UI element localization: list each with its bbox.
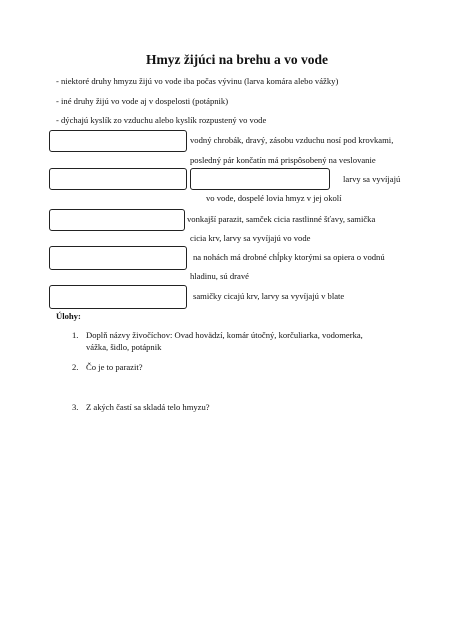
answer-box-6[interactable] xyxy=(49,285,187,309)
intro-line: - dýchajú kyslík zo vzduchu alebo kyslík rozpustený vo vode xyxy=(56,115,267,125)
answer-box-4[interactable] xyxy=(49,209,185,231)
task-number: 2. xyxy=(72,362,79,372)
page-title: Hmyz žijúci na brehu a vo vode xyxy=(146,52,328,67)
description-4-line-2: hladinu, sú dravé xyxy=(190,271,249,281)
task-number: 3. xyxy=(72,402,79,412)
task-3-text: Z akých častí sa skladá telo hmyzu? xyxy=(86,402,210,412)
description-3-line-2: cicia krv, larvy sa vyvíjajú vo vode xyxy=(190,233,311,243)
answer-box-1[interactable] xyxy=(49,130,187,152)
task-2-text: Čo je to parazit? xyxy=(86,362,143,372)
description-4-line-1: na nohách má drobné chĺpky ktorými sa opiera o vodnú xyxy=(193,252,385,262)
description-1-line-1: vodný chrobák, dravý, zásobu vzduchu nosí pod krovkami, xyxy=(190,135,394,145)
intro-line: - iné druhy žijú vo vode aj v dospelosti (potápnik) xyxy=(56,96,229,106)
answer-box-3[interactable] xyxy=(190,168,330,190)
description-5-line-1: samičky cicajú krv, larvy sa vyvíjajú v blate xyxy=(193,291,345,301)
task-1-text-cont: vážka, šidlo, potápnik xyxy=(86,342,162,352)
task-number: 1. xyxy=(72,330,79,340)
description-2-line-2: vo vode, dospelé lovia hmyz v jej okolí xyxy=(206,193,342,203)
description-1-line-2: posledný pár končatín má prispôsobený na veslovanie xyxy=(190,155,376,165)
answer-box-5[interactable] xyxy=(49,246,187,270)
task-1-text: Doplň názvy živočíchov: Ovad hovädzí, komár útočný, korčuliarka, vodomerka, xyxy=(86,330,363,340)
intro-line: - niektoré druhy hmyzu žijú vo vode iba počas vývinu (larva komára alebo vážky) xyxy=(56,76,339,86)
tasks-heading: Úlohy: xyxy=(56,311,81,321)
description-3-line-1: vonkajší parazit, samček cicia rastlinné šťavy, samička xyxy=(187,214,376,224)
description-2-line-1: larvy sa vyvíjajú xyxy=(343,174,401,184)
answer-box-2[interactable] xyxy=(49,168,187,190)
